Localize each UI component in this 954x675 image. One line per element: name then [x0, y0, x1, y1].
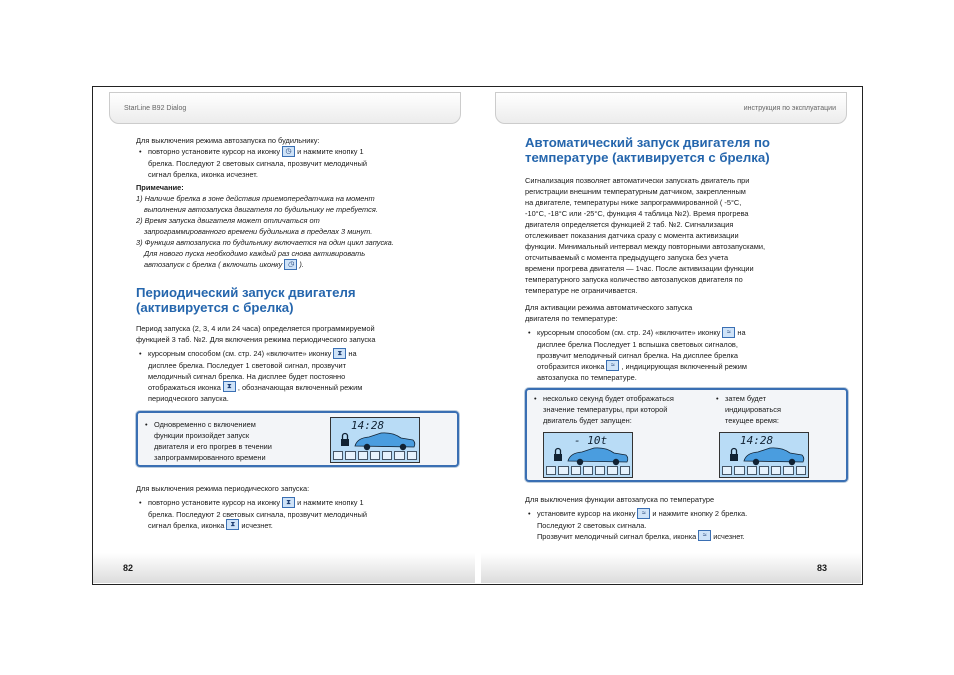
text: и нажмите кнопку 1 — [297, 498, 364, 507]
paragraph-line: двигателя по температуре: — [525, 314, 618, 323]
display-time: 14:28 — [740, 434, 774, 447]
page-left — [93, 88, 473, 583]
text: Последуют 2 световых сигнала. — [537, 520, 647, 530]
list-item — [136, 146, 456, 180]
note-line: 2) Время запуска двигателя может отличаться от — [136, 216, 320, 225]
text: запрограммированного времени — [154, 453, 266, 462]
note-line: 1) Наличие брелка в зоне действия приемопередатчика на момент — [136, 194, 375, 203]
page-number: 82 — [123, 563, 134, 573]
text: брелка. Последуют 2 световых сигнала, прозвучит мелодичный — [148, 158, 368, 168]
section-heading — [525, 135, 855, 165]
section-title: Для выключения функции автозапуска по температуре — [525, 495, 715, 504]
text: автозапуск с брелка ( включить иконку — [144, 260, 283, 269]
section-heading — [136, 285, 456, 315]
text: текущее время: — [725, 416, 779, 425]
car-lock-icon — [339, 430, 419, 452]
page-header — [495, 92, 847, 124]
text: курсорным способом (см. стр. 24) «включите» иконку — [537, 328, 721, 337]
fob-display — [719, 432, 809, 478]
list-item — [136, 497, 466, 531]
header-title: инструкция по эксплуатации — [743, 104, 836, 112]
display-icon-strip — [333, 451, 417, 460]
text: индицироваться — [725, 405, 781, 414]
text: сигнал брелка, иконка исчезнет. — [148, 169, 258, 179]
list-item — [525, 327, 860, 383]
car-lock-icon — [552, 445, 632, 467]
display-time: 14:28 — [351, 419, 385, 432]
text: и нажмите кнопку 1 — [297, 147, 364, 156]
periodic-off-section — [136, 483, 466, 531]
text: повторно установите курсор на иконку — [148, 498, 281, 507]
info-box — [136, 411, 459, 467]
note-line: 3) Функция автозапуска по будильнику включается на один цикл запуска. — [136, 238, 394, 247]
fob-display — [330, 417, 420, 463]
paragraph-line: -10°С, -18°С или -25°С, функция 4 таблица №2). Время прогрева — [525, 209, 749, 218]
paragraph-line: отсчитываемый с момента предыдущего запуска без учета — [525, 253, 729, 262]
paragraph-line: температурного запуска количество автозапусков двигателя по — [525, 275, 743, 284]
text: затем будет — [725, 394, 766, 403]
text: исчезнет. — [241, 520, 273, 530]
hourglass-icon: ⧗ — [282, 497, 295, 508]
page-header — [109, 92, 461, 124]
text: курсорным способом (см. стр. 24) «включите» иконку — [148, 349, 332, 358]
text: отобразится иконка — [537, 361, 605, 371]
header-title: StarLine B92 Dialog — [124, 104, 187, 112]
paragraph-line: температуре не ограничивается. — [525, 286, 638, 295]
paragraph-line: функцией 3 таб. №2. Для включения режима периодического запуска — [136, 335, 376, 344]
thermometer-icon: ≈ — [606, 360, 619, 371]
paragraph-line: Период запуска (2, 3, 4 или 24 часа) определяется программируемой — [136, 324, 375, 333]
text: повторно установите курсор на иконку — [148, 147, 281, 156]
thermometer-icon: ≈ — [637, 508, 650, 519]
text: установите курсор на иконку — [537, 509, 636, 518]
display-temperature: - 10t — [574, 434, 608, 447]
text: Прозвучит мелодичный сигнал брелка, иконка — [537, 531, 697, 541]
list-item — [525, 508, 860, 542]
page-number: 83 — [816, 563, 827, 573]
paragraph-line: двигателя определяется функцией 2 таб. №2. Сигнализация — [525, 220, 734, 229]
paragraph-line: Для активации режима автоматического запуска — [525, 303, 693, 312]
list-item — [136, 348, 466, 404]
alarm-off-section — [136, 135, 456, 180]
text: исчезнет. — [713, 531, 745, 541]
text: на — [348, 349, 357, 358]
paragraph-line: регистрации внешним температурным датчиком, закрепленным — [525, 187, 746, 196]
thermometer-icon: ≈ — [722, 327, 735, 338]
hourglass-icon: ⧗ — [333, 348, 346, 359]
note-title: Примечание: — [136, 183, 184, 192]
text: периодческого запуска. — [148, 394, 229, 404]
temp-intro — [525, 175, 860, 296]
box-text — [142, 419, 322, 463]
info-box — [525, 388, 848, 482]
temp-off-section — [525, 494, 860, 542]
periodic-section — [136, 323, 466, 404]
display-icon-strip — [722, 466, 806, 475]
text: прозвучит мелодичный сигнал брелка. На дисплее брелка — [537, 350, 739, 360]
note-line: запрограммированного времени будильника в пределах 3 минут. — [144, 227, 373, 236]
heading-line: (активируется с брелка) — [136, 300, 294, 315]
text: мелодичный сигнал брелка. На дисплее будет постоянно — [148, 371, 346, 381]
section-title: Для выключения режима периодического запуска: — [136, 484, 310, 493]
paragraph-line: времени прогрева двигателя — 1час. После активизации функции — [525, 264, 754, 273]
text: на — [737, 328, 746, 337]
text: , обозначающая включенный режим — [237, 382, 363, 392]
text: значение температуры, при которой — [543, 405, 668, 414]
text: автозапуска по температуре. — [537, 373, 637, 383]
alarm-clock-icon: ◷ — [284, 259, 297, 270]
heading-line: температуре (активируется с брелка) — [525, 150, 770, 165]
page-footer — [93, 553, 475, 583]
section-title: Для выключения режима автозапуска по будильнику: — [136, 136, 320, 145]
fob-display — [543, 432, 633, 478]
page-footer — [481, 553, 861, 583]
hourglass-icon: ⧗ — [223, 381, 236, 392]
text: двигатель будет запущен: — [543, 416, 632, 425]
car-lock-icon — [728, 445, 808, 467]
text: и нажмите кнопку 2 брелка. — [652, 509, 748, 518]
note-line — [136, 259, 466, 271]
display-icon-strip — [546, 466, 630, 475]
temp-activate-section — [525, 302, 860, 383]
text: функции произойдет запуск — [154, 431, 250, 440]
text: сигнал брелка, иконка — [148, 520, 225, 530]
text: брелка. Последуют 2 световых сигнала, прозвучит мелодичный — [148, 509, 368, 519]
page-right — [483, 88, 863, 583]
text: дисплее брелка. Последует 1 световой сигнал, прозвучит — [148, 360, 347, 370]
note-line: Для нового пуска необходимо каждый раз снова активировать — [144, 249, 366, 258]
hourglass-icon: ⧗ — [226, 519, 239, 530]
alarm-clock-icon: ◷ — [282, 146, 295, 157]
paragraph-line: Сигнализация позволяет автоматически запускать двигатель при — [525, 176, 750, 185]
note-line: выполнения автозапуска двигателя по будильнику не требуется. — [144, 205, 378, 214]
text: ). — [299, 260, 304, 269]
text: отображаться иконка — [148, 382, 221, 392]
box-text — [713, 393, 833, 426]
text: , индицирующая включенный режим — [621, 361, 747, 371]
paragraph-line: на двигателе, температуры ниже запрограммированной ( -5°С, — [525, 198, 742, 207]
box-text — [531, 393, 711, 426]
thermometer-icon: ≈ — [698, 530, 711, 541]
paragraph-line: функции. Минимальный интервал между повторными автозапусками, — [525, 242, 766, 251]
text: Одновременно с включением — [154, 420, 256, 429]
paragraph-line: отслеживает показания датчика сразу с момента активизации — [525, 231, 739, 240]
text: двигателя и его прогрев в течении — [154, 442, 272, 451]
heading-line: Периодический запуск двигателя — [136, 285, 356, 300]
heading-line: Автоматический запуск двигателя по — [525, 135, 770, 150]
text: несколько секунд будет отображаться — [543, 394, 674, 403]
text: дисплее брелка Последует 1 вспышка световых сигналов, — [537, 339, 738, 349]
note-section — [136, 182, 466, 271]
